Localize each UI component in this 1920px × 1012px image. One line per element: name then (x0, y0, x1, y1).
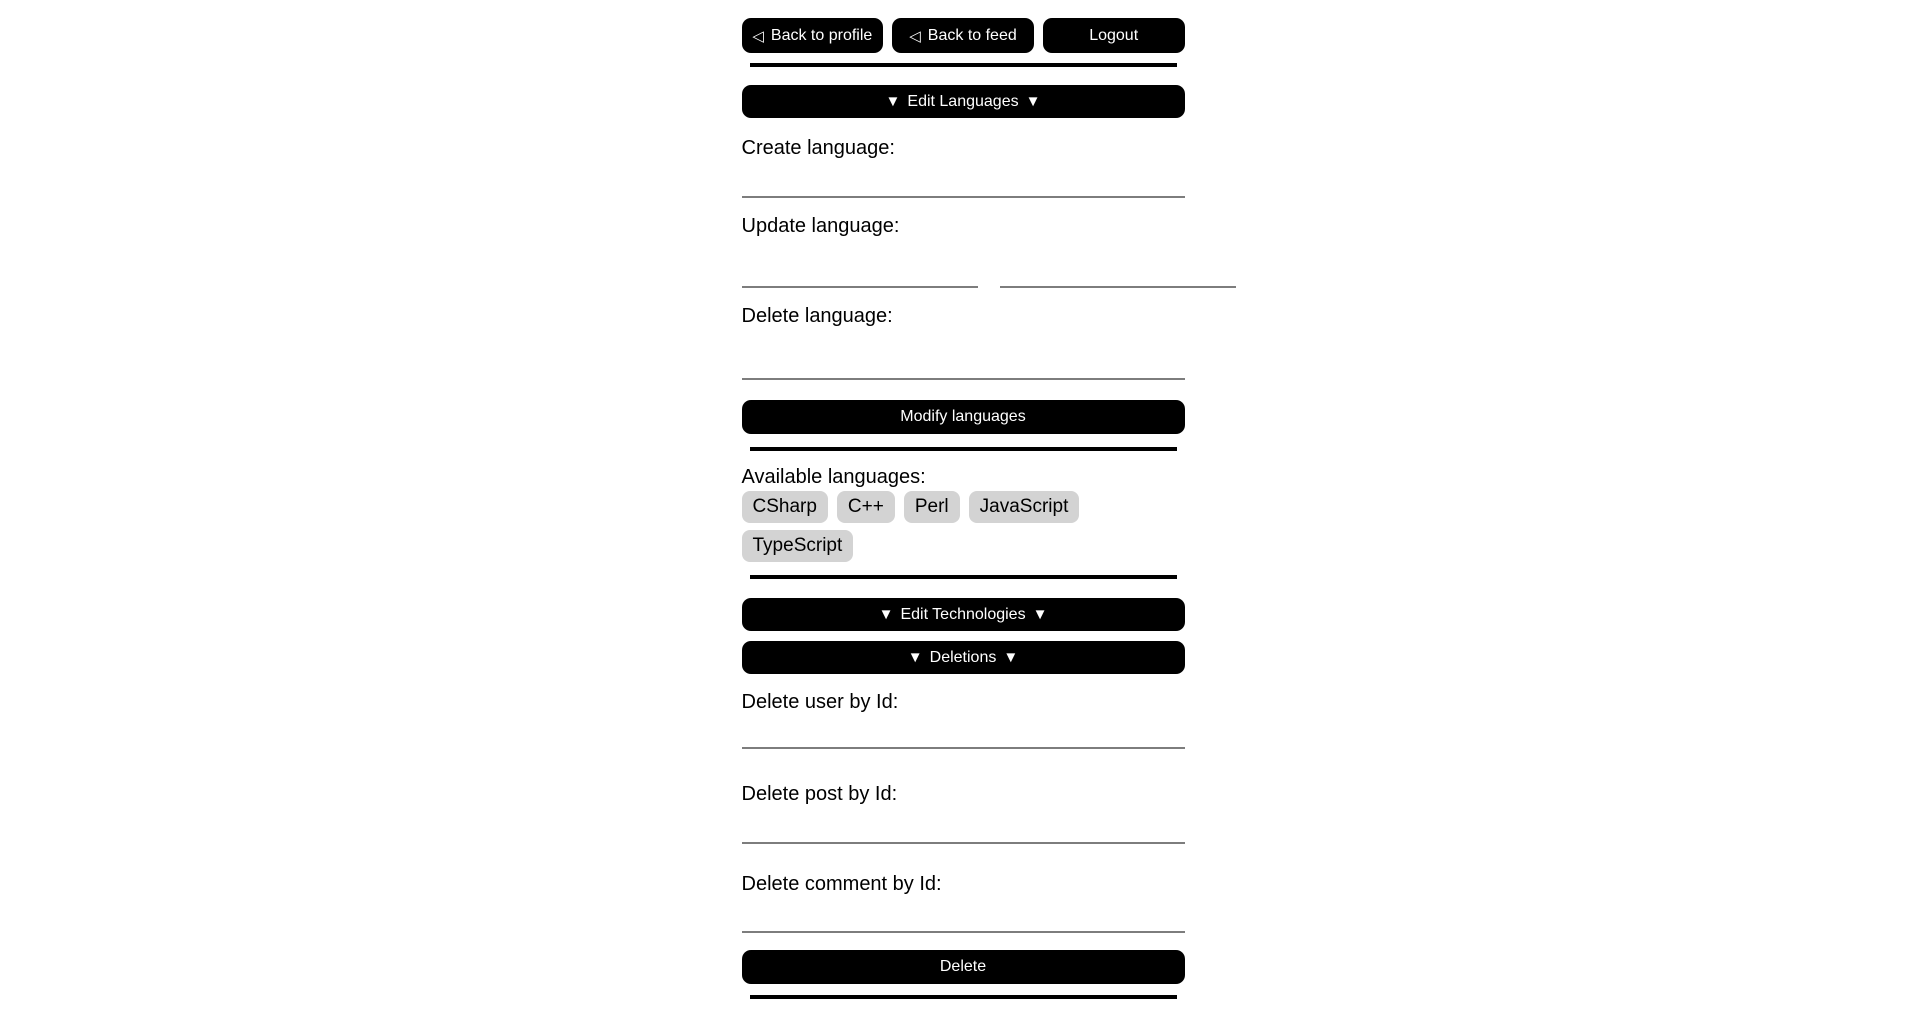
triangle-down-icon: ▼ (1032, 606, 1048, 623)
delete-post-label: Delete post by Id: (741, 783, 898, 805)
delete-post-id-input[interactable] (742, 816, 1185, 844)
deletions-label: Deletions (929, 648, 997, 666)
delete-user-id-input[interactable] (742, 721, 1185, 749)
modify-languages-button[interactable] (742, 400, 1185, 434)
logout-label: Logout (1089, 26, 1139, 44)
back-to-profile-label: Back to profile (770, 26, 873, 44)
triangle-down-icon: ▼ (1025, 93, 1041, 110)
deletions-accordion[interactable] (742, 641, 1185, 674)
available-languages-list (742, 491, 1185, 562)
delete-button-label: Delete (939, 958, 987, 975)
triangle-down-icon: ▼ (1003, 649, 1019, 666)
section-divider (750, 447, 1177, 451)
delete-language-input[interactable] (742, 352, 1185, 380)
delete-button[interactable] (742, 950, 1185, 984)
delete-comment-label: Delete comment by Id: (741, 873, 942, 895)
top-toolbar (742, 18, 1185, 53)
triangle-down-icon: ▼ (878, 606, 894, 623)
triangle-left-icon: ◁ (909, 27, 921, 45)
section-divider (750, 63, 1177, 67)
language-chip: TypeScript (742, 530, 854, 562)
language-chip: C++ (837, 491, 895, 523)
create-language-label: Create language: (741, 137, 895, 159)
triangle-down-icon: ▼ (907, 649, 923, 666)
update-language-label: Update language: (741, 215, 900, 237)
update-language-input-2[interactable] (1000, 260, 1236, 288)
edit-technologies-label: Edit Technologies (900, 605, 1026, 623)
delete-comment-id-input[interactable] (742, 905, 1185, 933)
section-divider (750, 575, 1177, 579)
edit-languages-accordion[interactable] (742, 85, 1185, 118)
section-divider (750, 995, 1177, 999)
language-chip: JavaScript (969, 491, 1080, 523)
available-languages-label: Available languages: (741, 466, 926, 488)
content-column (742, 0, 1185, 999)
delete-user-label: Delete user by Id: (741, 691, 899, 713)
edit-technologies-accordion[interactable] (742, 598, 1185, 631)
delete-language-label: Delete language: (741, 305, 893, 327)
logout-button[interactable] (1043, 18, 1185, 53)
back-to-feed-button[interactable] (892, 18, 1034, 53)
update-language-input-1[interactable] (742, 260, 978, 288)
edit-languages-label: Edit Languages (907, 92, 1019, 110)
update-language-inputs (742, 236, 1185, 288)
triangle-down-icon: ▼ (885, 93, 901, 110)
language-chip: CSharp (742, 491, 828, 523)
back-to-profile-button[interactable] (742, 18, 884, 53)
modify-languages-label: Modify languages (900, 408, 1026, 425)
language-chip: Perl (904, 491, 960, 523)
create-language-input[interactable] (742, 170, 1185, 198)
back-to-feed-label: Back to feed (927, 26, 1017, 44)
triangle-left-icon: ◁ (752, 27, 764, 45)
